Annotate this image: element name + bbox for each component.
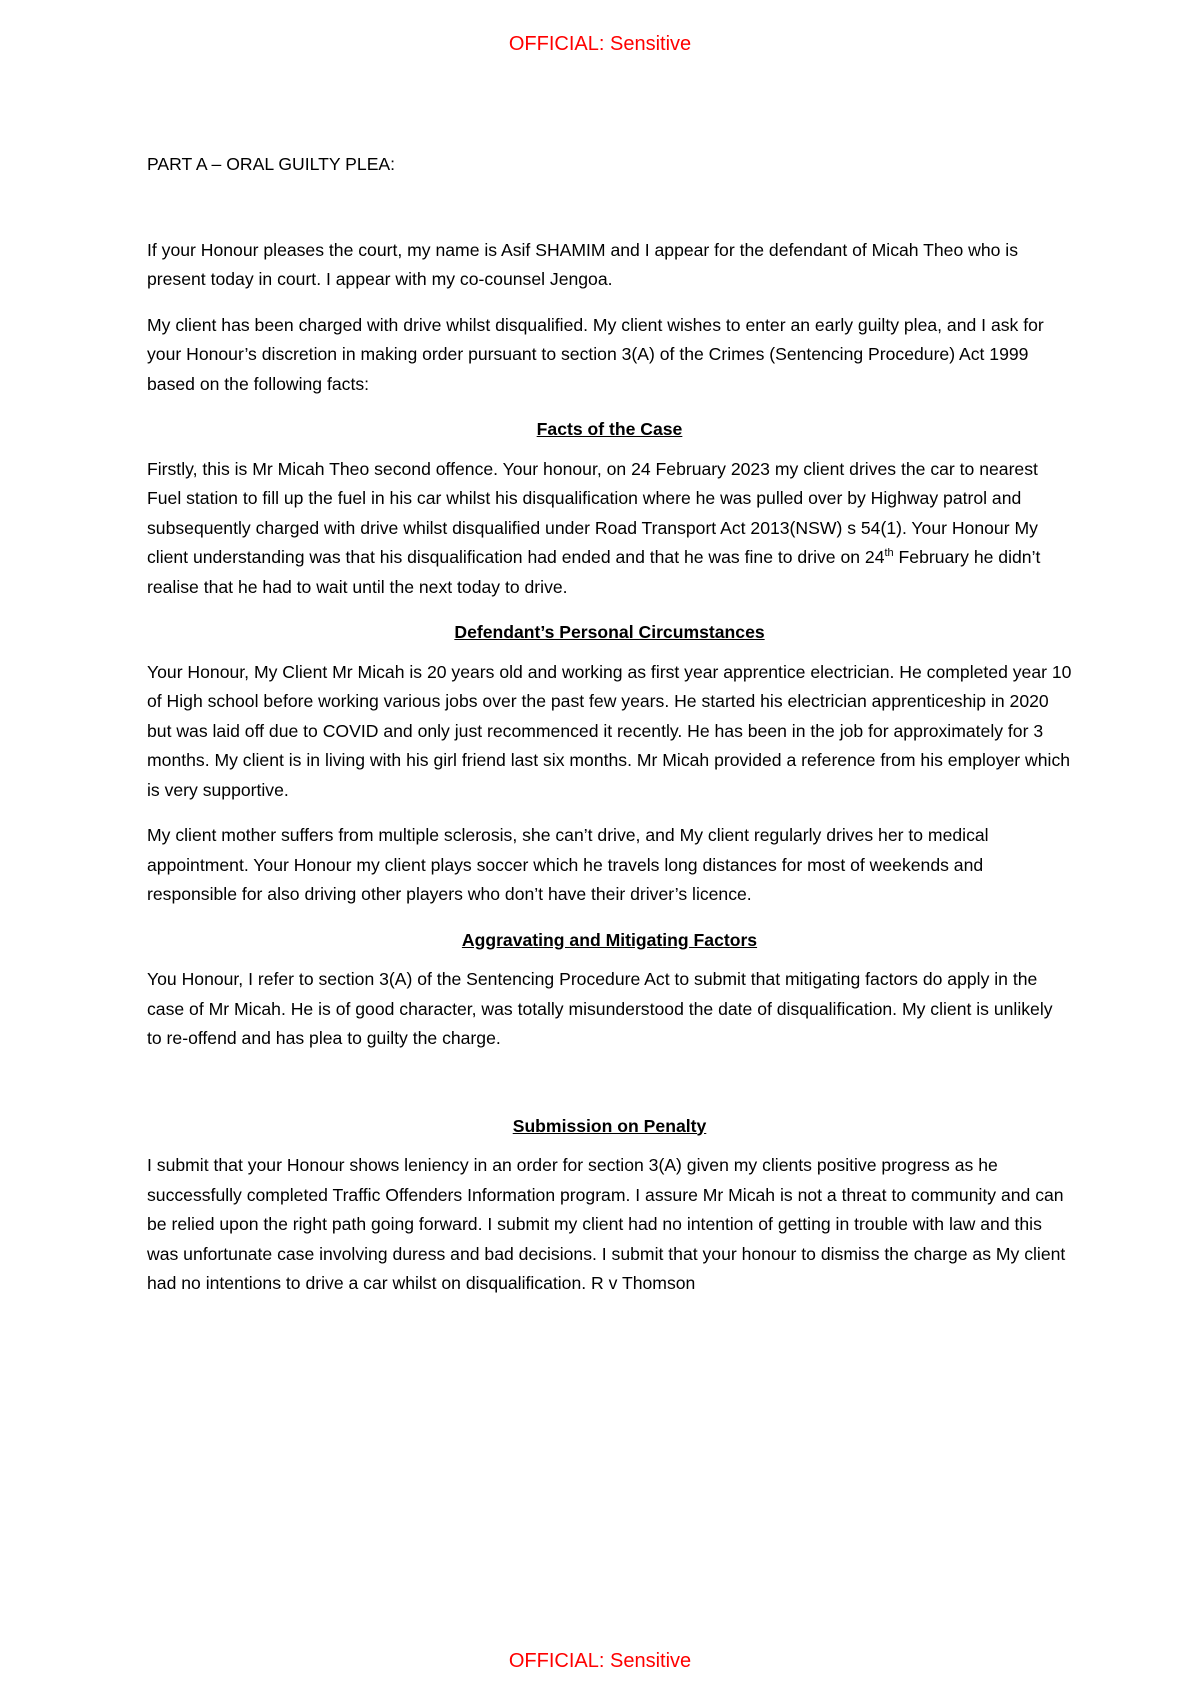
ordinal-suffix: th	[884, 547, 894, 560]
facts-paragraph	[147, 455, 1072, 603]
facts-heading: Facts of the Case	[536, 419, 683, 439]
spacer	[147, 1070, 1072, 1112]
circumstances-paragraph-2: My client mother suffers from multiple sclerosis, she can’t drive, and My client regularly drives her to medical appointment. Your Honour my client plays soccer which he travels long distances for most of weekends and responsible for also driving other players who don’t have their driver’s licence.	[147, 825, 989, 904]
factors-heading: Aggravating and Mitigating Factors	[461, 929, 758, 950]
facts-text-part-2: February he didn’t realise that he had to wait until the next today to drive.	[147, 547, 1041, 597]
document-body	[147, 150, 1072, 1315]
part-title: PART A – ORAL GUILTY PLEA:	[147, 154, 396, 174]
intro-paragraph-2: My client has been charged with drive whilst disqualified. My client wishes to enter an early guilty plea, and I ask for your Honour’s discretion in making order pursuant to section 3(A) of the Crimes (Sentencing Procedure) Act 1999 based on the following facts:	[147, 314, 1044, 394]
header-classification-label: OFFICIAL: Sensitive	[508, 33, 692, 55]
footer-classification-label: OFFICIAL: Sensitive	[508, 1650, 692, 1672]
circumstances-heading: Defendant’s Personal Circumstances	[454, 622, 765, 642]
penalty-heading: Submission on Penalty	[512, 1115, 707, 1136]
intro-paragraph-1: If your Honour pleases the court, my name is Asif SHAMIM and I appear for the defendant of Micah Theo who is present today in court. I appear with my co-counsel Jengoa.	[147, 239, 1019, 289]
facts-text-part-1: Firstly, this is Mr Micah Theo second offence. Your honour, on 24 February 2023 my client drives the car to nearest Fuel station to fill up the fuel in his car whilst his disqualification where he was pulled over by Highway patrol and subsequently charged with drive whilst disqualified under Road Transport Act 2013(NSW) s 54(1). Your Honour My client understanding was that his disqualification had ended and that he was fine to drive on 24	[147, 458, 1038, 567]
factors-paragraph: You Honour, I refer to section 3(A) of the Sentencing Procedure Act to submit that mitigating factors do apply in the case of Mr Micah. He is of good character, was totally misunderstood the date of disqualification. My client is unlikely to re-offend and has plea to guilty the charge.	[147, 969, 1053, 1048]
penalty-paragraph: I submit that your Honour shows leniency in an order for section 3(A) given my clients positive progress as he successfully completed Traffic Offenders Information program. I assure Mr Micah is not a threat to community and can be relied upon the right path going forward. I submit my client had no intention of getting in trouble with law and this was unfortunate case involving duress and bad decisions. I submit that your honour to dismiss the charge as My client had no intentions to drive a car whilst on disqualification. R v Thomson	[147, 1155, 1066, 1293]
circumstances-paragraph-1: Your Honour, My Client Mr Micah is 20 years old and working as first year apprentice electrician. He completed year 10 of High school before working various jobs over the past few years. He started his electrician apprenticeship in 2020 but was laid off due to COVID and only just recommenced it recently. He has been in the job for approximately for 3 months. My client is in living with his girl friend last six months. Mr Micah provided a reference from his employer which is very supportive.	[147, 661, 1072, 800]
